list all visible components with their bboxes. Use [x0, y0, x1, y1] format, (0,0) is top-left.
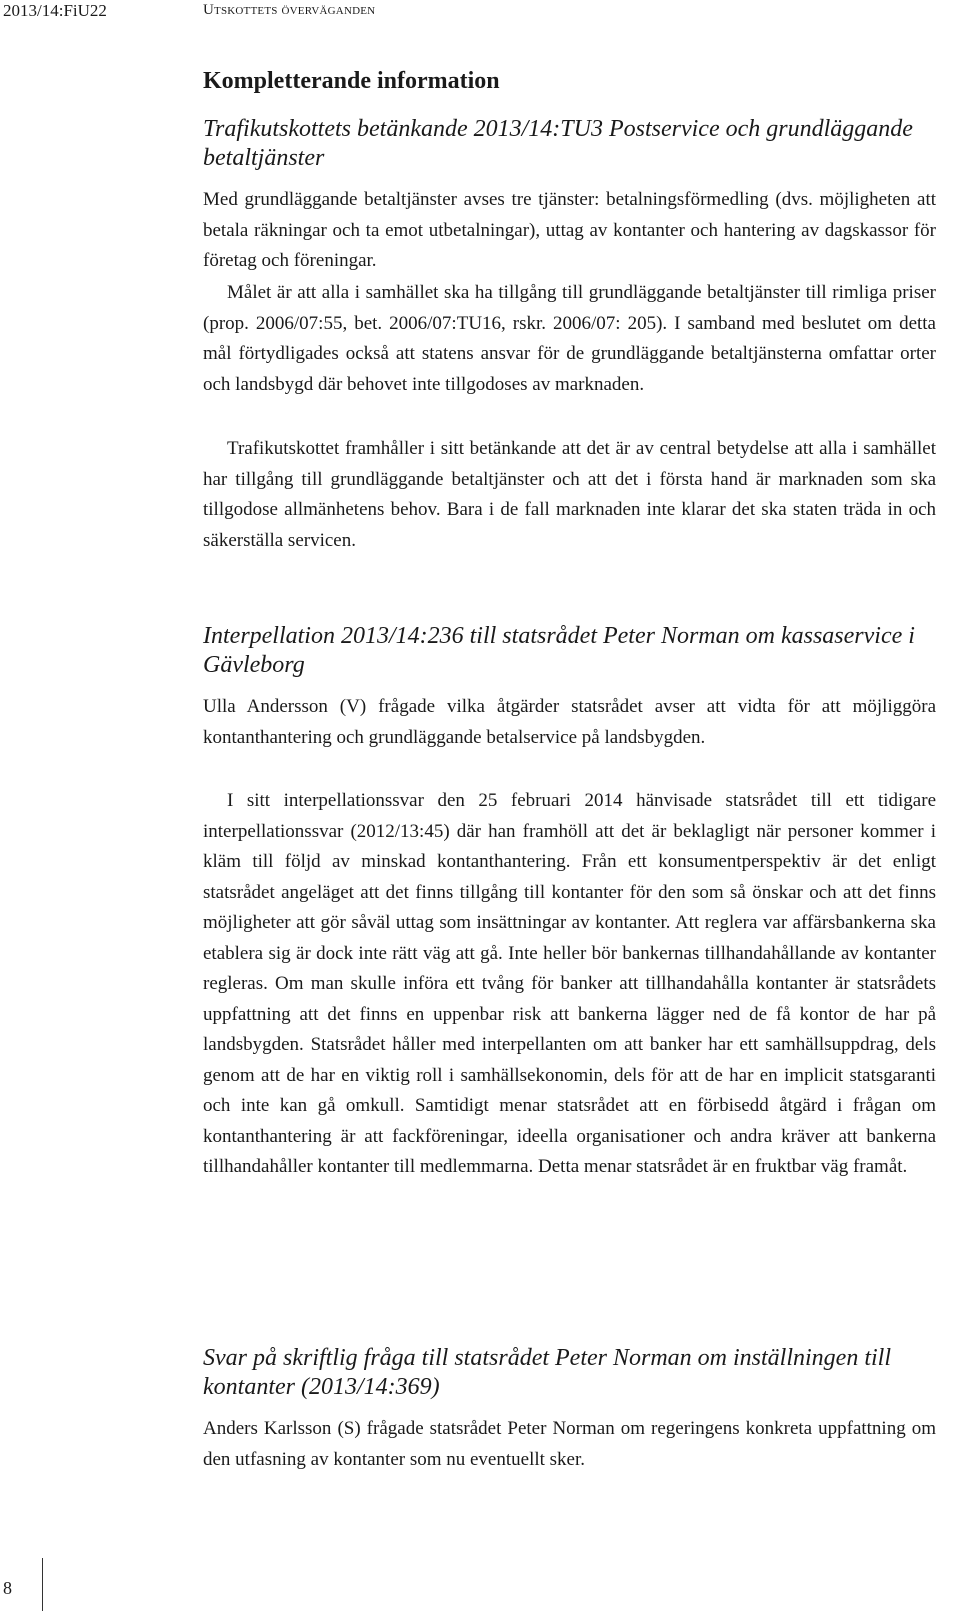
paragraph: Trafikutskottet framhåller i sitt betänkande att det är av central betydelse att alla i samhället har tillgång till grundläggande betaltjänster och att det i första hand är marknaden som ska tillgodose allmänhetens behov. Bara i de fall marknaden inte klarar det ska staten träda in och säkerställa servicen. [203, 438, 936, 551]
paragraph: I sitt interpellationssvar den 25 februari 2014 hänvisade statsrådet till ett tidigare interpellationssvar (2012/13:45) där han framhöll att det är beklagligt när personer kommer i kläm till följd av minskad kontanthantering. Från ett konsumentperspektiv är det enligt statsrådet angeläget att det finns tillgång till kontanter för den som så önskar och att det finns möjligheter att gör såväl uttag som insättningar av kontanter. Att reglera var affärsbankerna ska etablera sig är dock inte rätt väg att gå. Inte heller bör bankernas tillhandahållande av kontanter regleras. Om man skulle införa ett tvång för banker att tillhandahålla kontanter är statsrådets uppfattning att det finns en uppenbar risk att bankerna lägger ned de få kontor de har på landsbygden. Statsrådet håller med interpellanten om att banker har ett samhällsuppdrag, dels genom att de har en viktig roll i samhällsekonomin, dels för att de har en implicit statsgaranti och inte kan gå omkull. Samtidigt menar statsrådet att en förbisedd åtgärd i frågan om kontanthantering är att fackföreningar, ideella organisationer och andra kräver att bankerna tillhandahåller kontanter till medlemmarna. Detta menar statsrådet är en fruktbar väg framåt. [203, 790, 936, 1177]
page-number: 8 [3, 1578, 12, 1598]
margin-rule [42, 1558, 43, 1611]
paragraph: Ulla Andersson (V) frågade vilka åtgärder statsrådet avser att vidta för att möjliggöra kontanthantering och grundläggande betalservice på landsbygden. [203, 696, 936, 748]
paragraph: Målet är att alla i samhället ska ha tillgång till grundläggande betaltjänster till rimliga priser (prop. 2006/07:55, bet. 2006/07:TU16, rskr. 2006/07: 205). I samband med beslutet om detta mål förtydligades också att statens ansvar för de grundläggande betaltjänsterna omfattar orter och landsbygd där behovet inte tillgodoses av marknaden. [203, 282, 936, 395]
paragraph: Med grundläggande betaltjänster avses tre tjänster: betalningsförmedling (dvs. möjligheten att betala räkningar och ta emot utbetalningar), uttag av kontanter och hantering av dagskassor för företag och föreningar. [203, 189, 936, 271]
running-header: Utskottets överväganden [203, 2, 376, 18]
section-title-written-question: Svar på skriftlig fråga till statsrådet Peter Norman om inställningen till kontanter (2013/14:369) [203, 1345, 892, 1400]
section-title-tu3: Trafikutskottets betänkande 2013/14:TU3 Postservice och grundläggande betaltjänster [203, 116, 913, 171]
section-title-interpellation: Interpellation 2013/14:236 till statsrådet Peter Norman om kassaservice i Gävleborg [203, 623, 915, 678]
document-id: 2013/14:FiU22 [3, 1, 107, 20]
paragraph: Anders Karlsson (S) frågade statsrådet Peter Norman om regeringens konkreta uppfattning om den utfasning av kontanter som nu eventuellt sker. [203, 1418, 936, 1470]
page-heading: Kompletterande information [203, 68, 500, 94]
